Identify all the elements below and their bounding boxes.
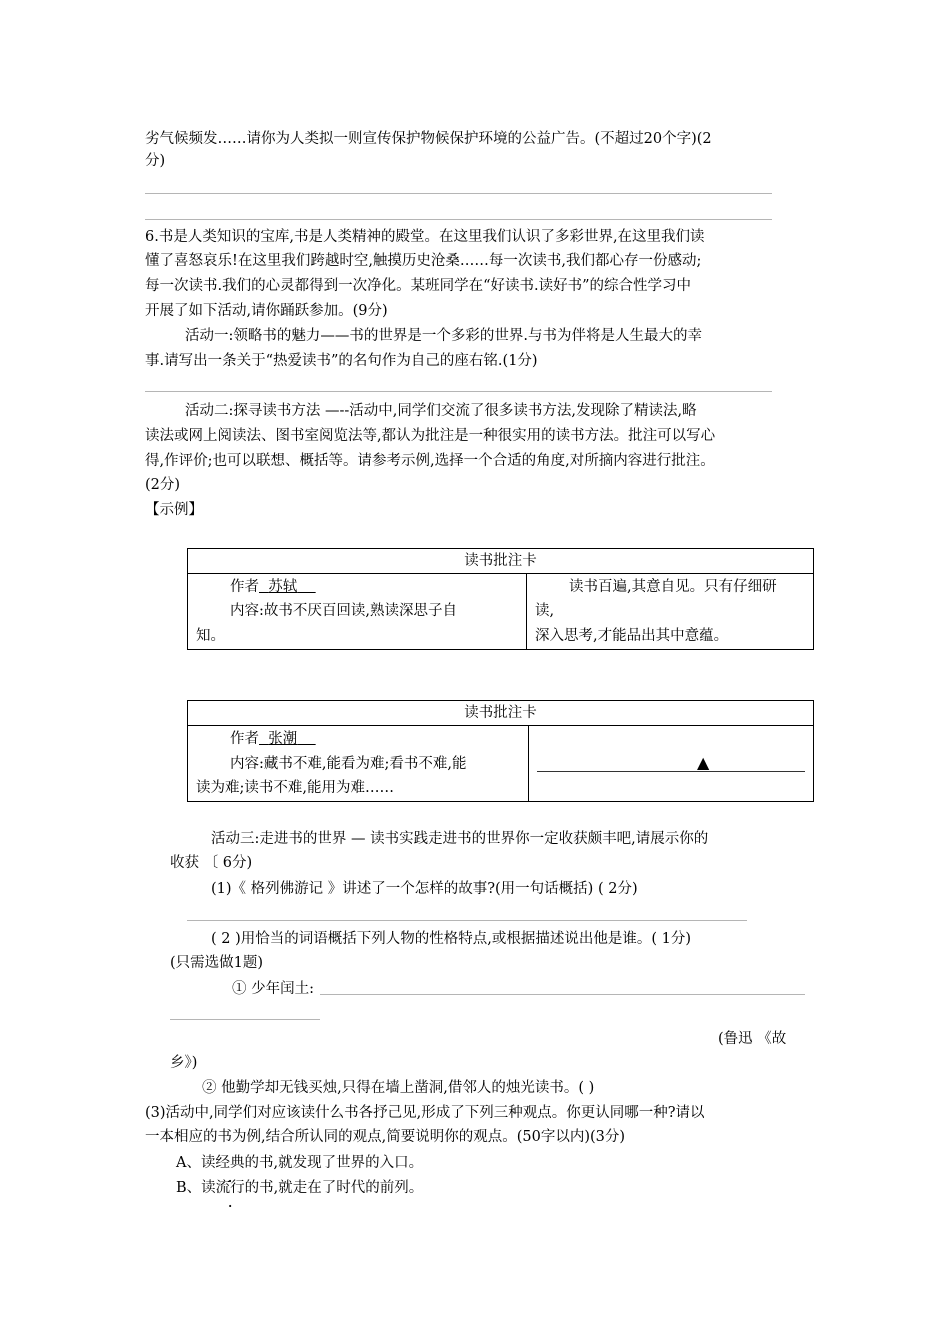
author-name: 张潮 — [268, 731, 298, 747]
activity3-text: 活动三:走进书的世界 — 读书实践走进书的世界你一定收获颇丰吧,请展示你的 — [211, 831, 709, 847]
option-b: B、读流行的书,就走在了时代的前列。 — [176, 1180, 424, 1196]
q2-source: 乡》) — [170, 1055, 198, 1071]
card-answer-line[interactable] — [537, 771, 805, 772]
activity1-text: 活动一:领略书的魅力——书的世界是一个多彩的世界.与书为伴将是人生最大的幸 — [185, 328, 702, 344]
answer-line[interactable] — [187, 920, 747, 921]
q2-item1: ① 少年闰土: — [232, 981, 314, 997]
activity1-text: 事.请写出一条关于“热爱读书”的名句作为自己的座右铭.(1分) — [145, 353, 538, 369]
emphasis-dots: 流行 — [215, 1180, 245, 1196]
q6-intro: 懂了喜怒哀乐!在这里我们跨越时空,触摸历史沧桑……每一次读书,我们都心存一份感动; — [145, 253, 702, 269]
emphasis-dots: 经典 — [215, 1155, 245, 1171]
q5-line: 分) — [145, 153, 166, 169]
q2-item2: ② 他勤学却无钱买烛,只得在墙上凿洞,借邻人的烛光读书。( ) — [202, 1080, 595, 1096]
option-a: A、读经典的书,就发现了世界的入口。 — [176, 1155, 424, 1171]
answer-line[interactable] — [170, 1019, 320, 1020]
activity3-q2: ( 2 )用恰当的词语概括下列人物的性格特点,或根据描述说出他是谁。( 1分) — [211, 931, 692, 947]
annotation-card-example — [187, 548, 814, 650]
author-label: 作者 — [230, 579, 259, 595]
q2-source: (鲁迅 《故 — [718, 1031, 787, 1047]
author-name: 苏轼 — [268, 579, 298, 595]
answer-line[interactable] — [320, 994, 805, 995]
activity3-text: 收获 〔 6分) — [170, 855, 253, 871]
activity2-text: (2分) — [145, 477, 181, 493]
card-content: 内容:故书不厌百回读,熟读深思子自 — [230, 603, 457, 619]
card-note: 读, — [535, 603, 555, 619]
card-content: 知。 — [196, 628, 225, 644]
answer-line[interactable] — [145, 391, 772, 392]
q6-intro: 6.书是人类知识的宝库,书是人类精神的殿堂。在这里我们认识了多彩世界,在这里我们读 — [145, 229, 705, 245]
activity3-q2: (只需选做1题) — [170, 955, 264, 971]
card-title: 读书批注卡 — [188, 549, 813, 574]
q6-intro: 每一次读书.我们的心灵都得到一次净化。某班同学在“好读书.读好书”的综合性学习中 — [145, 278, 692, 294]
example-label: 【示例】 — [145, 502, 203, 518]
activity2-text: 得,作评价;也可以联想、概括等。请参考示例,选择一个合适的角度,对所摘内容进行批注。 — [145, 453, 715, 469]
activity2-text: 读法或网上阅读法、图书室阅览法等,都认为批注是一种很实用的读书方法。批注可以写心 — [145, 428, 716, 444]
card-author-row — [230, 577, 316, 597]
annotation-card-task — [187, 700, 814, 802]
activity3-q3: 一本相应的书为例,结合所认同的观点,简要说明你的观点。(50字以内)(3分) — [145, 1129, 626, 1145]
card-content: 内容:藏书不难,能看为难;看书不难,能 — [230, 756, 467, 772]
activity2-text: 活动二:探寻读书方法 —--活动中,同学们交流了很多读书方法,发现除了精读法,略 — [185, 403, 697, 419]
card-divider — [528, 725, 529, 801]
triangle-icon: ▲ — [697, 753, 710, 772]
q5-line: 劣气候频发……请你为人类拟一则宣传保护物候保护环境的公益广告。(不超过20个字)(2 — [145, 131, 712, 147]
answer-line[interactable] — [145, 219, 772, 220]
card-content: 读为难;读书不难,能用为难…… — [196, 780, 394, 796]
card-author-row — [230, 729, 316, 749]
activity3-q3: (3)活动中,同学们对应该读什么书各抒己见,形成了下列三种观点。你更认同哪一种?请以 — [145, 1105, 705, 1121]
card-title: 读书批注卡 — [188, 701, 813, 726]
answer-line[interactable] — [145, 193, 772, 194]
q6-intro: 开展了如下活动,请你踊跃参加。(9分) — [145, 303, 388, 319]
author-label: 作者 — [230, 731, 259, 747]
activity3-q1: (1)《 格列佛游记 》讲述了一个怎样的故事?(用一句话概括) ( 2分) — [211, 881, 638, 897]
card-note: 深入思考,才能品出其中意蕴。 — [535, 628, 729, 644]
card-divider — [526, 573, 527, 649]
card-note: 读书百遍,其意自见。只有仔细研 — [569, 579, 777, 595]
